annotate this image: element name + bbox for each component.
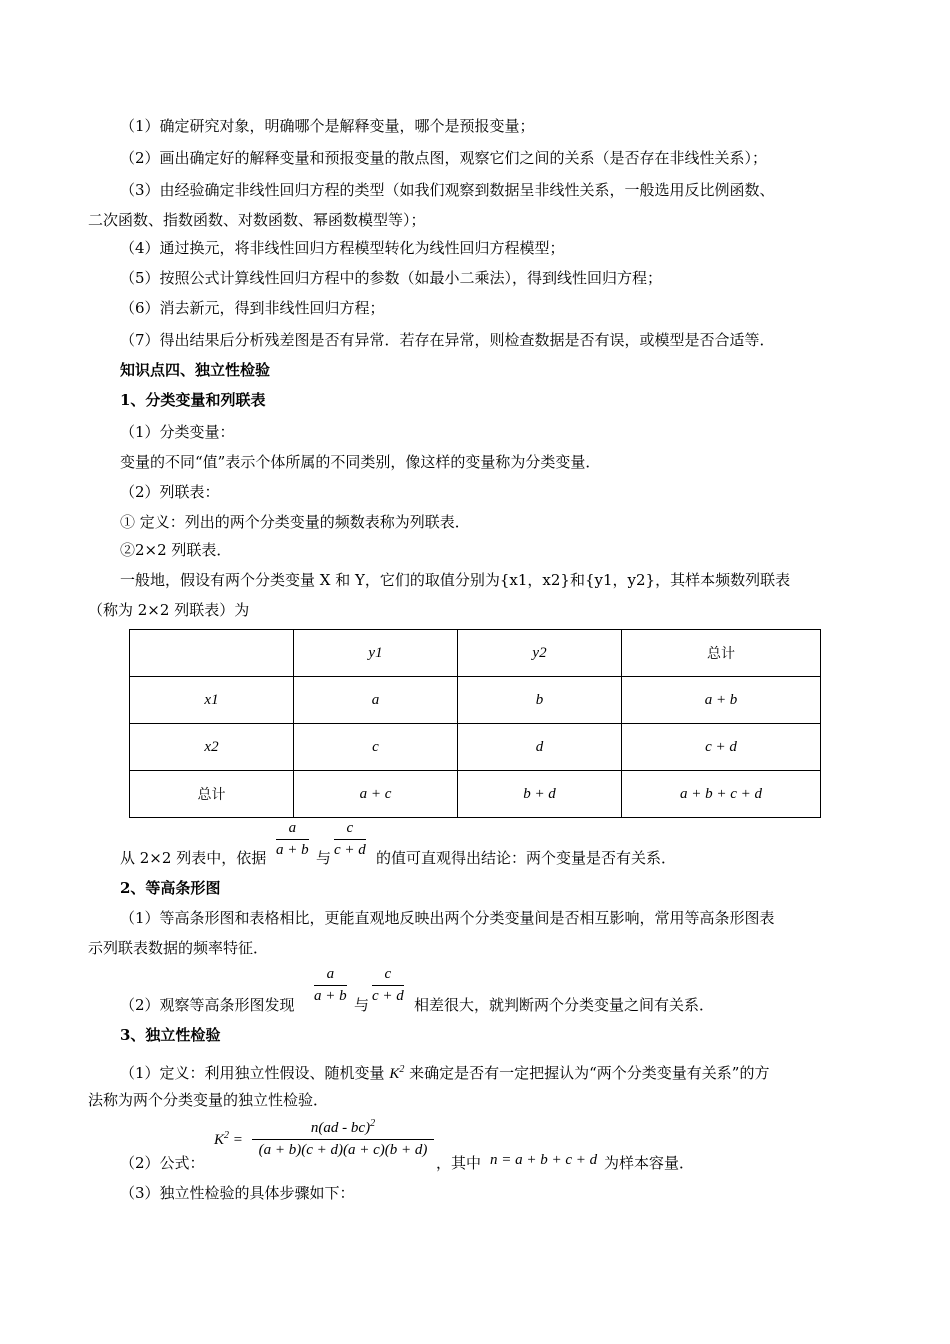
paragraph: ① 定义：列出的两个分类变量的频数表称为列联表． — [120, 513, 470, 531]
fraction-denominator: c + d — [334, 842, 366, 858]
table-cell: b + d — [458, 771, 622, 818]
fraction-denominator: c + d — [372, 988, 404, 1004]
k2-lhs: $K^2$ = — [214, 1130, 243, 1148]
text: 为样本容量． — [604, 1154, 695, 1172]
paragraph: 法称为两个分类变量的独立性检验． — [88, 1091, 329, 1109]
fraction-numerator: a — [276, 820, 309, 840]
subsection-title: 1、分类变量和列联表 — [120, 391, 266, 409]
table-cell: 总计 — [130, 771, 294, 818]
table-cell: a — [294, 677, 458, 724]
table-cell — [130, 630, 294, 677]
fraction — [334, 820, 366, 859]
paragraph: 从 2×2 列表中，依据 — [120, 849, 267, 867]
paragraph: 示列联表数据的频率特征． — [88, 939, 269, 957]
table-cell: c — [294, 724, 458, 771]
table-cell: y2 — [458, 630, 622, 677]
k2-symbol: $K^2$ — [389, 1064, 405, 1082]
paragraph — [120, 1060, 769, 1084]
table-cell: a + b — [622, 677, 821, 724]
paragraph: （称为 2×2 列联表）为 — [88, 601, 250, 619]
step-6: （6）消去新元，得到非线性回归方程； — [120, 299, 385, 317]
formula-denominator: (a + b)(c + d)(a + c)(b + d) — [258, 1142, 428, 1158]
text: （1）定义：利用独立性假设、随机变量 — [120, 1064, 385, 1082]
paragraph: （2）列联表： — [120, 483, 220, 501]
table-row — [130, 677, 821, 724]
table-row — [130, 724, 821, 771]
paragraph: 的值可直观得出结论：两个变量是否有关系． — [376, 849, 677, 867]
table-cell: a + b + c + d — [622, 771, 821, 818]
formula-label: （2）公式： — [120, 1154, 205, 1172]
numerator-text: n(ad - bc) — [310, 1120, 371, 1136]
subsection-title: 2、等高条形图 — [120, 879, 221, 897]
step-4: （4）通过换元，将非线性回归方程模型转化为线性回归方程模型； — [120, 239, 565, 257]
fraction — [314, 966, 347, 1005]
fraction-numerator: a — [314, 966, 347, 986]
table-cell: c + d — [622, 724, 821, 771]
fraction-denominator: a + b — [314, 988, 347, 1004]
contingency-table — [129, 629, 821, 818]
table-row — [130, 771, 821, 818]
fraction-numerator: c — [334, 820, 366, 840]
paragraph: 一般地，假设有两个分类变量 X 和 Y，它们的取值分别为{x1，x2}和{y1，y2}，其样本频数列联表 — [120, 571, 791, 589]
table-cell: a + c — [294, 771, 458, 818]
chi-square-formula — [252, 1118, 434, 1159]
text: 来确定是否有一定把握认为“两个分类变量有关系”的方 — [409, 1064, 770, 1082]
table-cell: x1 — [130, 677, 294, 724]
sample-size-eq: n = a + b + c + d — [490, 1152, 598, 1168]
table-row — [130, 630, 821, 677]
paragraph: 与 — [354, 996, 370, 1014]
table-cell: 总计 — [622, 630, 821, 677]
table-cell: d — [458, 724, 622, 771]
table-cell: y1 — [294, 630, 458, 677]
fraction — [276, 820, 309, 859]
step-3-cont: 二次函数、指数函数、对数函数、幂函数模型等）； — [88, 211, 426, 229]
step-5: （5）按照公式计算线性回归方程中的参数（如最小二乘法），得到线性回归方程； — [120, 269, 663, 287]
paragraph: （3）独立性检验的具体步骤如下： — [120, 1184, 355, 1202]
fraction-numerator: c — [372, 966, 404, 986]
section-title: 知识点四、独立性检验 — [120, 361, 271, 379]
fraction-denominator: a + b — [276, 842, 309, 858]
paragraph: （1）等高条形图和表格相比，更能直观地反映出两个分类变量间是否相互影响，常用等高条形图表 — [120, 909, 775, 927]
step-3: （3）由经验确定非线性回归方程的类型（如我们观察到数据呈非线性关系，一般选用反比例函数、 — [120, 181, 775, 199]
text: ，其中 — [436, 1154, 482, 1172]
paragraph: （1）分类变量： — [120, 423, 235, 441]
k-symbol: K — [389, 1066, 400, 1082]
step-1: （1）确定研究对象，明确哪个是解释变量，哪个是预报变量； — [120, 117, 535, 135]
fraction — [372, 966, 404, 1005]
step-7: （7）得出结果后分析残差图是否有异常．若存在异常，则检查数据是否有误，或模型是否合适等． — [120, 331, 775, 349]
table-cell: x2 — [130, 724, 294, 771]
formula-numerator: n(ad - bc)$^2$ — [252, 1118, 434, 1140]
paragraph: 变量的不同“值”表示个体所属的不同类别，像这样的变量称为分类变量． — [120, 453, 601, 471]
paragraph: （2）观察等高条形图发现 — [120, 996, 295, 1014]
paragraph: 与 — [316, 849, 332, 867]
subsection-title: 3、独立性检验 — [120, 1026, 221, 1044]
step-2: （2）画出确定好的解释变量和预报变量的散点图，观察它们之间的关系（是否存在非线性关系）； — [120, 149, 768, 167]
paragraph: ②2×2 列联表． — [120, 541, 232, 559]
paragraph: 相差很大，就判断两个分类变量之间有关系． — [414, 996, 715, 1014]
table-cell: b — [458, 677, 622, 724]
